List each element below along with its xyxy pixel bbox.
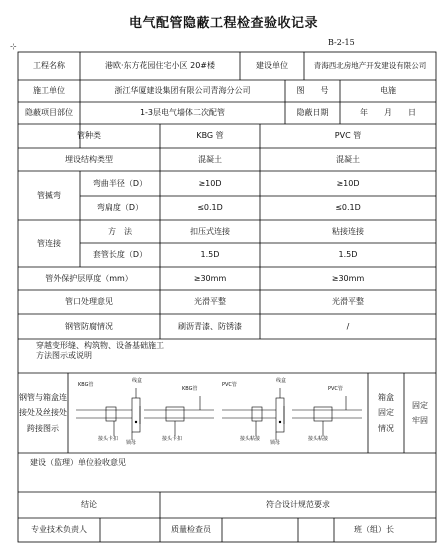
mouth-label: 管口处理意见 [65, 297, 113, 306]
hidden-part-label: 隐蔽项目部位 [25, 108, 73, 117]
anticorr-pvc: / [346, 321, 350, 331]
fig-lock-label-2: 锁母 [270, 440, 281, 446]
crossing-label: 穿越变形缝、构筑物、设备基础施工方法图示或说明 [36, 341, 164, 360]
fig-joint-label-3: 接头粘接 [240, 436, 261, 442]
method-kbg: 扣压式连接 [190, 226, 230, 236]
qc-label: 质量检查员 [171, 525, 211, 534]
fig-kbg-label-2: KBG管 [182, 386, 198, 392]
embed-kbg: 混凝土 [198, 154, 222, 164]
anticorr-label: 钢管防腐情况 [65, 321, 113, 331]
bend-radius-kbg: ≥10D [198, 178, 222, 188]
fig-joint-label-4: 接头粘接 [308, 436, 329, 442]
hidden-date-value: 年 月 日 [360, 108, 416, 117]
builder-value: 青海西北房地产开发建设有限公司 [313, 61, 427, 71]
cover-kbg: ≥30mm [193, 273, 227, 283]
box-fixing-label: 箱盒固定情况 [378, 393, 394, 433]
method-pvc: 粘接连接 [332, 226, 364, 236]
conn-group-label: 管连接 [37, 238, 61, 248]
drawing-no-label: 图 号 [296, 86, 329, 95]
conclusion-value: 符合设计规范要求 [266, 500, 330, 509]
conclusion-label: 结论 [81, 500, 97, 509]
form-code: B-2-15 [328, 38, 355, 47]
col-kbg: KBG 管 [196, 131, 224, 140]
project-name-value: 港欧·东方花园住宅小区 20#楼 [105, 61, 215, 70]
fig-joint-label-1: 接头卡扣 [98, 436, 119, 442]
embed-pvc: 混凝土 [336, 154, 360, 164]
drawing-no-value: 电施 [380, 86, 396, 95]
bend-group-label: 管揻弯 [37, 190, 61, 200]
hidden-part-value: 1-3层电气墙体二次配管 [139, 108, 226, 117]
contractor-value: 浙江华厦建设集团有限公司青海分公司 [114, 86, 251, 95]
sleeve-pvc: 1.5D [338, 250, 358, 259]
anticorr-kbg: 刷沥青漆、防锈漆 [178, 321, 242, 331]
box-fixing-value: 固定牢固 [412, 400, 428, 425]
bend-flat-label: 弯扁度（D） [96, 203, 144, 212]
cover-label: 管外保护层厚度（mm） [45, 273, 133, 283]
bend-radius-label: 弯曲半径（D） [92, 178, 148, 188]
project-name-label: 工程名称 [33, 61, 65, 70]
fig-kbg-label-1: KBG管 [78, 382, 94, 388]
fig-lock-label-1: 锁母 [126, 440, 137, 446]
col-pvc: PVC 管 [334, 131, 362, 140]
fig-joint-label-2: 接头卡扣 [162, 436, 183, 442]
team-leader-label: 班（组）长 [354, 525, 394, 534]
sleeve-label: 套管长度（D） [92, 250, 148, 259]
bend-radius-pvc: ≥10D [336, 178, 360, 188]
table-move-handle-icon[interactable]: ⊹ [10, 42, 17, 51]
mouth-kbg: 光滑平整 [194, 297, 226, 306]
bend-flat-kbg: ≤0.1D [197, 203, 223, 212]
acceptance-label: 建设（监理）单位验收意见 [30, 458, 126, 467]
embed-label: 埋设结构类型 [65, 154, 113, 164]
fig-box-label-1: 线盒 [132, 378, 143, 384]
builder-label: 建设单位 [256, 61, 288, 70]
contractor-label: 施工单位 [33, 86, 65, 95]
pipe-type-label: 管种类 [77, 131, 101, 140]
fig-pvc-label-2: PVC管 [328, 386, 343, 392]
mouth-pvc: 光滑平整 [332, 297, 364, 306]
hidden-date-label: 隐蔽日期 [296, 108, 329, 117]
bonding-diagram-label: 钢管与箱盒连接处及丝接处跨接图示 [19, 393, 67, 433]
bend-flat-pvc: ≤0.1D [335, 203, 361, 212]
cover-pvc: ≥30mm [331, 273, 365, 283]
page-title: 电气配管隐蔽工程检查验收记录 [128, 16, 318, 31]
fig-pvc-label: PVC管 [222, 382, 237, 388]
tech-lead-label: 专业技术负责人 [31, 525, 87, 534]
qc-signature-field[interactable] [222, 518, 298, 542]
method-label: 方 法 [108, 226, 132, 236]
sleeve-kbg: 1.5D [200, 250, 220, 259]
tech-lead-signature-field[interactable] [100, 518, 160, 542]
fig-box-label-2: 线盒 [276, 378, 287, 384]
